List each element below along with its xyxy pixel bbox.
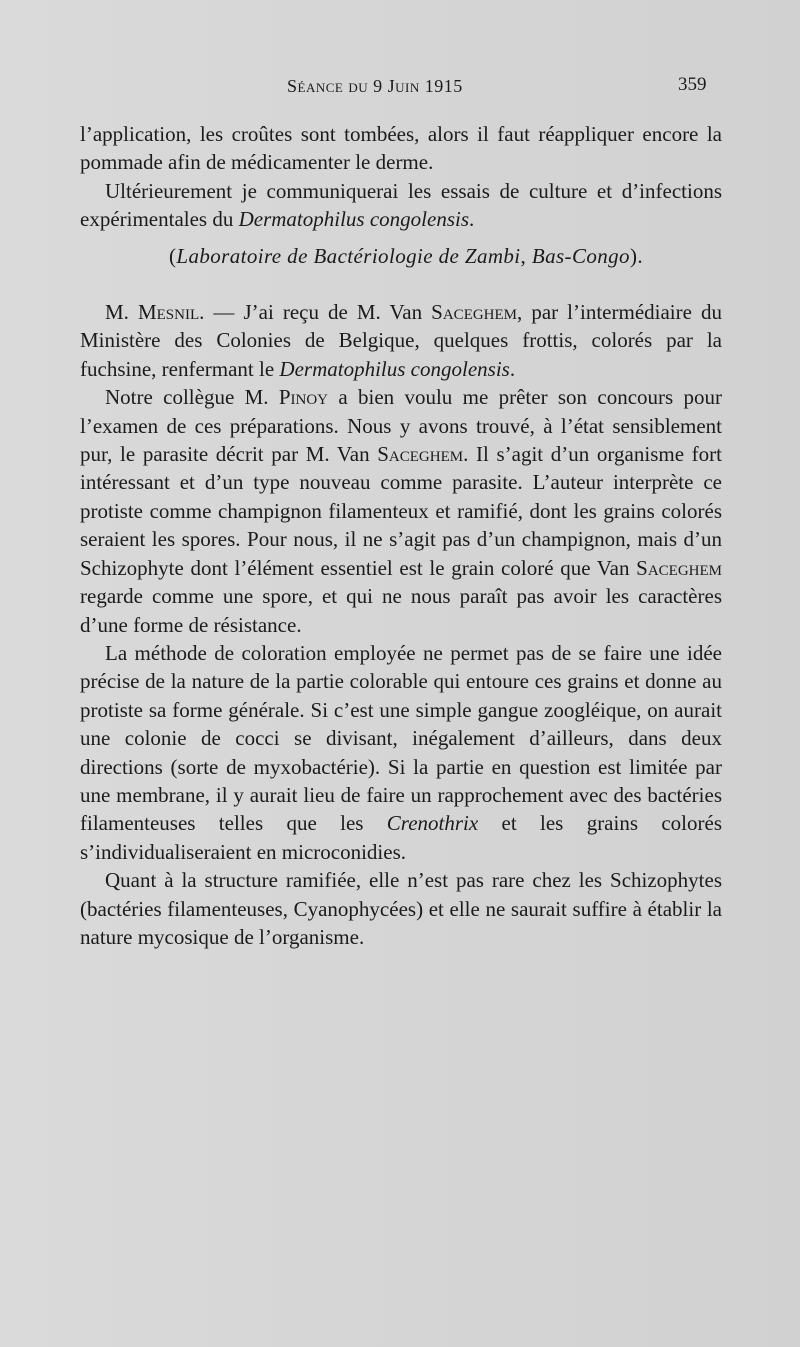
- species-name: Dermatophilus congolensis: [279, 356, 510, 381]
- paragraph-text: La méthode de coloration employée ne permet pas de se faire une idée précise de la nature de la partie colorable qui entoure ces grains et donne au protiste sa forme générale. Si c’est une simple gangue zoogléique, on aurait une colonie de cocci se divisant, inégalement d’ailleurs, dans deux directions (sorte de myxobactérie). Si la partie en question est limitée par une membrane, il y aurait lieu de faire un rapprochement avec des bactéries filamenteuses telles que les: [80, 640, 722, 836]
- paragraph-future-work: [80, 177, 722, 234]
- paragraph-text: . Il s’agit d’un organisme fort intéressant et d’un type nouveau comme parasite. L’auteur interprète ce protiste comme champignon filamenteux et ramifié, dont les grains colorés seraient les spores. Pour nous, il ne s’agit pas d’un champignon, mais d’un Schizophyte dont l’élément essentiel est le grain coloré que Van: [80, 442, 722, 580]
- running-title: [287, 76, 463, 97]
- title-month: Juin: [382, 76, 425, 96]
- paragraph-staining-method: [80, 639, 722, 866]
- paragraph-text: , par l’intermédiaire du Ministère des Colonies de Belgique, quelques frottis, colorés par la fuchsine, renfermant le: [80, 300, 722, 381]
- paragraph-text: regarde comme une spore, et qui ne nous paraît pas avoir les caractères d’une forme de résistance.: [80, 584, 722, 637]
- paragraph-text: Ultérieurement je communiquerai les essais de culture et d’infections expérimentales du: [80, 178, 722, 232]
- person-name: Saceghem: [431, 300, 518, 325]
- author-name: M. Mesnil: [105, 300, 200, 325]
- affiliation-punct: (: [168, 243, 177, 268]
- paragraph-text: .: [509, 356, 516, 381]
- paragraph-text: . — J’ai reçu de M. Van: [199, 300, 432, 325]
- paragraph-examination: [80, 383, 722, 639]
- laboratory-affiliation: [80, 242, 722, 270]
- paragraph-text: .: [469, 207, 475, 232]
- affiliation-punct: ,: [520, 243, 532, 268]
- title-prefix: Séance du: [287, 76, 374, 96]
- body-text: [80, 120, 722, 951]
- paragraph-text: et les grains colorés s’individualiseraient en microconidies.: [80, 811, 722, 864]
- title-year: 1915: [424, 76, 463, 96]
- laboratory-location: Bas-Congo: [531, 243, 630, 268]
- paragraph-mesnil-intro: [80, 298, 722, 383]
- paragraph-continuation: l’application, les croûtes sont tombées, alors il faut réappliquer encore la pommade afin de médicamenter le derme.: [80, 122, 722, 175]
- paragraph-branched-structure: Quant à la structure ramifiée, elle n’est pas rare chez les Schizophytes (bactéries filamenteuses, Cyanophycées) et elle ne saurait suffire à établir la nature mycosique de l’organisme.: [80, 868, 722, 949]
- paragraph-text: Notre collègue M.: [105, 385, 279, 410]
- paragraph-text: a bien voulu me prêter son concours pour l’examen de ces préparations. Nous y avons trouvé, à l’état sensiblement pur, le parasite décrit par M. Van: [80, 385, 722, 467]
- genus-name: Crenothrix: [386, 811, 479, 836]
- person-name: Pinoy: [278, 385, 329, 410]
- person-name: Saceghem: [377, 442, 464, 467]
- section-gap: [80, 270, 722, 298]
- affiliation-punct: ).: [629, 243, 644, 268]
- person-name: Saceghem: [636, 555, 722, 580]
- page-number: 359: [678, 74, 707, 95]
- title-day: 9: [373, 76, 383, 96]
- running-header: [0, 76, 800, 100]
- species-name: Dermatophilus congolensis: [238, 207, 470, 232]
- laboratory-name: Laboratoire de Bactériologie de Zambi: [176, 243, 521, 268]
